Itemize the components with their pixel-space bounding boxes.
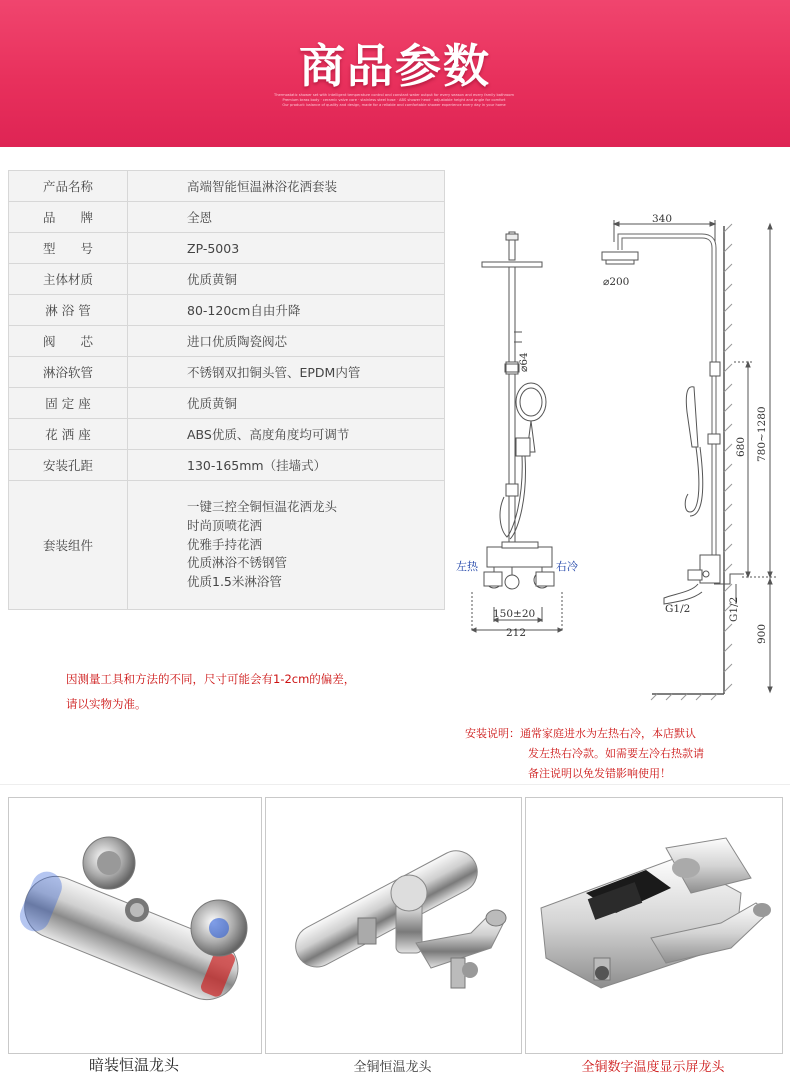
label-hot: 左热 (456, 560, 478, 573)
dim-212: 212 (506, 627, 527, 639)
spec-row (9, 171, 445, 202)
spec-label: 淋 浴 管 (9, 295, 128, 326)
install-note (465, 724, 785, 784)
spec-label: 固 定 座 (9, 388, 128, 419)
spec-label: 淋浴软管 (9, 357, 128, 388)
measurement-note (66, 667, 355, 717)
spec-row (9, 233, 445, 264)
spec-label: 主体材质 (9, 264, 128, 295)
spec-table (8, 170, 445, 610)
kit-item: 优质淋浴不锈钢管 (187, 555, 288, 571)
spec-value: 进口优质陶瓷阀芯 (128, 326, 445, 357)
note-line: 请以实物为准。 (66, 697, 147, 711)
divider (0, 784, 790, 785)
page-title: 商品参数 (299, 39, 491, 93)
fine-print-line: Our product: balance of quality and design, made for a reliable and comfortable shower experience every day in your home (282, 103, 506, 107)
brass-faucet-image (266, 798, 521, 1053)
note-line: 因测量工具和方法的不同，尺寸可能会有1-2cm的偏差， (66, 672, 356, 686)
spec-value: 不锈钢双扣铜头管、EPDM内管 (128, 357, 445, 388)
spec-row (9, 326, 445, 357)
product-caption: 全铜数字温度显示屏龙头 (581, 1060, 725, 1075)
spec-label: 安装孔距 (9, 450, 128, 481)
side-view-drawing (602, 220, 777, 700)
product-photo-brass (265, 797, 522, 1054)
spec-value: 80-120cm自由升降 (128, 295, 445, 326)
dim-780: 780~1280 (756, 406, 768, 462)
install-line: 备注说明以免发错影响使用！ (528, 767, 671, 780)
dim-pipe: ⌀64 (518, 352, 530, 372)
kit-items (128, 481, 445, 610)
fine-print-line: Premium brass body · ceramic valve core · stainless steel hose · ABS shower head · adjustable height and angle for comfort (282, 98, 506, 102)
spec-label: 产品名称 (9, 171, 128, 202)
spec-value: 高端智能恒温淋浴花洒套装 (128, 171, 445, 202)
kit-item: 优雅手持花洒 (187, 536, 263, 552)
spec-row (9, 357, 445, 388)
digital-display-faucet-image (526, 798, 782, 1053)
dim-680: 680 (735, 436, 747, 457)
kit-row (9, 481, 445, 610)
spec-label: 花 洒 座 (9, 419, 128, 450)
spec-label: 型 号 (9, 233, 128, 264)
dim-150: 150±20 (493, 608, 536, 620)
spec-label: 品 牌 (9, 202, 128, 233)
dimension-diagram (452, 212, 782, 712)
label-cold: 右冷 (556, 560, 578, 573)
dim-head: ⌀200 (603, 276, 630, 288)
kit-item: 时尚顶喷花洒 (187, 517, 263, 533)
dim-width: 340 (652, 213, 673, 225)
front-view-drawing (472, 232, 562, 632)
fine-print-line: Thermostatic shower set with intelligent temperature control and constant water output for every season and every family bathroom (274, 93, 514, 97)
dim-g12-side: G1/2 (728, 596, 740, 622)
spec-row (9, 264, 445, 295)
spec-value: 全恩 (128, 202, 445, 233)
dim-900: 900 (756, 623, 768, 644)
spec-row (9, 450, 445, 481)
spec-value: 130-165mm（挂墙式） (128, 450, 445, 481)
kit-item: 一键三控全铜恒温花洒龙头 (187, 499, 338, 514)
spec-row (9, 202, 445, 233)
spec-row (9, 295, 445, 326)
spec-value: ABS优质、高度角度均可调节 (128, 419, 445, 450)
spec-label: 阀 芯 (9, 326, 128, 357)
kit-label: 套装组件 (9, 481, 128, 610)
install-line: 安装说明：通常家庭进水为左热右冷，本店默认 (465, 727, 696, 740)
install-line: 发左热右冷款。如需要左冷右热款请 (528, 747, 704, 760)
spec-value: 优质黄铜 (128, 264, 445, 295)
dim-g12-bottom: G1/2 (665, 603, 691, 615)
product-caption: 暗装恒温龙头 (88, 1056, 179, 1074)
spec-row (9, 388, 445, 419)
header-banner (0, 0, 790, 147)
product-photo-concealed (8, 797, 262, 1054)
product-caption: 全铜恒温龙头 (353, 1060, 432, 1075)
spec-value: ZP-5003 (128, 233, 445, 264)
spec-value: 优质黄铜 (128, 388, 445, 419)
product-photo-digital (525, 797, 783, 1054)
kit-item: 优质1.5米淋浴管 (187, 574, 282, 590)
concealed-faucet-image (9, 798, 261, 1053)
spec-row (9, 419, 445, 450)
banner-fine-print (258, 93, 530, 108)
